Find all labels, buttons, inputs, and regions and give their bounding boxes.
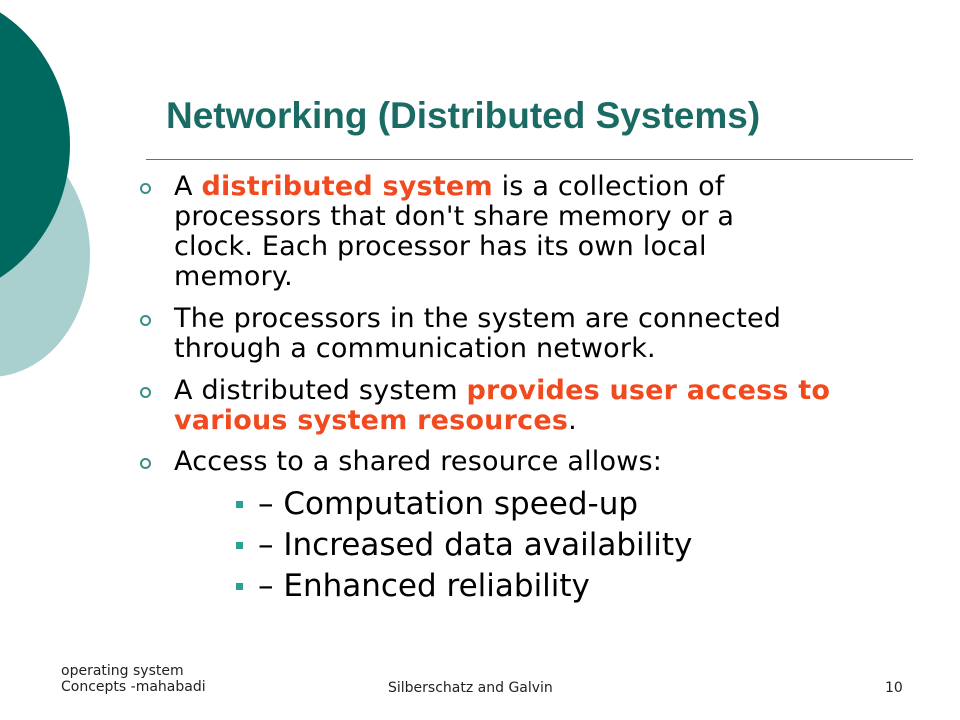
text-segment: . bbox=[568, 405, 577, 436]
hollow-circle-bullet-icon bbox=[140, 458, 151, 469]
bullet-text-line bbox=[174, 172, 934, 202]
sub-bullet-item bbox=[258, 486, 858, 522]
sub-bullet-text: – Computation speed-up bbox=[258, 486, 639, 522]
hollow-circle-bullet-icon bbox=[140, 183, 151, 194]
text-segment: A bbox=[174, 171, 202, 202]
text-segment: The processors in the system are connected bbox=[174, 303, 782, 334]
highlighted-text: distributed system bbox=[201, 171, 493, 202]
text-segment: Access to a shared resource allows: bbox=[174, 446, 663, 477]
footer-page-number: 10 bbox=[885, 680, 903, 696]
sub-bullet-item bbox=[258, 568, 858, 604]
text-segment: processors that don't share memory or a bbox=[174, 201, 735, 232]
bullet-text-line bbox=[174, 262, 934, 292]
bullet-item bbox=[174, 304, 934, 364]
bullet-text-line bbox=[174, 232, 934, 262]
text-segment: memory. bbox=[174, 261, 293, 292]
square-bullet-icon bbox=[236, 542, 243, 549]
bullet-text-line bbox=[174, 334, 934, 364]
bullet-text bbox=[174, 304, 934, 364]
hollow-circle-bullet-icon bbox=[140, 387, 151, 398]
text-segment: A distributed system bbox=[174, 375, 467, 406]
bullet-text-line bbox=[174, 376, 934, 406]
slide-title: Networking (Distributed Systems) bbox=[166, 95, 761, 136]
footer-authors: Silberschatz and Galvin bbox=[388, 680, 553, 696]
text-segment: clock. Each processor has its own local bbox=[174, 231, 707, 262]
bullet-text-line bbox=[174, 202, 934, 232]
sub-bullet-text: – Increased data availability bbox=[258, 527, 693, 563]
bullet-text-line bbox=[174, 447, 934, 477]
bullet-text-line bbox=[174, 406, 934, 436]
title-divider bbox=[146, 159, 913, 160]
sub-bullet-text: – Enhanced reliability bbox=[258, 568, 590, 604]
bullet-item bbox=[174, 172, 934, 292]
hollow-circle-bullet-icon bbox=[140, 315, 151, 326]
bullet-item bbox=[174, 447, 934, 477]
bullet-item bbox=[174, 376, 934, 436]
bullet-text bbox=[174, 376, 934, 436]
highlighted-text: provides user access to bbox=[466, 375, 831, 406]
bullet-text bbox=[174, 447, 934, 477]
bullet-text-line bbox=[174, 304, 934, 334]
sub-bullet-item bbox=[258, 527, 858, 563]
bullet-text bbox=[174, 172, 934, 292]
text-segment: is a collection of bbox=[492, 171, 725, 202]
square-bullet-icon bbox=[236, 583, 243, 590]
text-segment: through a communication network. bbox=[174, 333, 656, 364]
footer-course: operating system Concepts -mahabadi bbox=[61, 663, 206, 695]
square-bullet-icon bbox=[236, 501, 243, 508]
highlighted-text: various system resources bbox=[174, 405, 569, 436]
